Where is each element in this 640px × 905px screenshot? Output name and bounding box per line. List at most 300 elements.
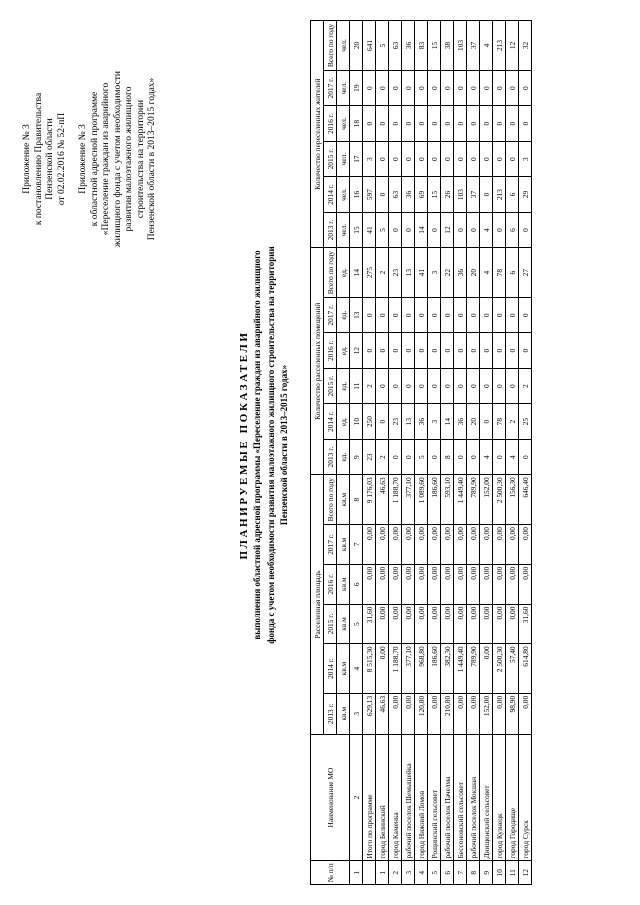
value-cell: 36 <box>454 248 467 298</box>
value-cell: 0 <box>480 70 493 105</box>
value-cell: 250 <box>363 404 376 439</box>
value-cell: 0,00 <box>480 604 493 644</box>
column-number: 7 <box>350 525 363 565</box>
value-cell: 210,80 <box>441 693 454 734</box>
column-number: 12 <box>350 333 363 368</box>
appendix-line: Приложение № 3 <box>22 124 32 194</box>
row-number: 9 <box>480 861 493 885</box>
header-year: 2014 г. <box>324 404 337 439</box>
value-cell: 4 <box>506 439 519 474</box>
value-cell: 120,80 <box>415 693 428 734</box>
value-cell: 1 188,70 <box>389 644 402 693</box>
header-unit: ед. <box>337 439 350 474</box>
value-cell: 0 <box>441 70 454 105</box>
value-cell: 27 <box>519 248 532 298</box>
value-cell: 0 <box>467 106 480 141</box>
row-number: 12 <box>519 861 532 885</box>
value-cell: 641 <box>363 21 376 71</box>
value-cell: 0 <box>402 368 415 403</box>
column-number: 8 <box>350 475 363 525</box>
value-cell: 0,00 <box>441 564 454 604</box>
value-cell: 2 <box>363 368 376 403</box>
value-cell: 0 <box>389 70 402 105</box>
value-cell: 0,00 <box>467 564 480 604</box>
value-cell: 0,00 <box>506 604 519 644</box>
header-unit: чел. <box>337 21 350 71</box>
value-cell: 0 <box>480 297 493 332</box>
header-unit: кв.м <box>337 475 350 525</box>
value-cell: 0 <box>428 297 441 332</box>
header-area-group: Расселенная площадь <box>311 475 324 734</box>
value-cell: 23 <box>389 248 402 298</box>
value-cell: 0 <box>389 141 402 176</box>
value-cell: 0,00 <box>441 525 454 565</box>
column-number: 11 <box>350 368 363 403</box>
value-cell: 0 <box>506 141 519 176</box>
value-cell: 2 <box>519 368 532 403</box>
appendix-line: Пензенской области в 2013–2015 годах» <box>147 77 157 241</box>
value-cell: 103 <box>454 21 467 71</box>
value-cell: 789,90 <box>467 644 480 693</box>
value-cell: 0 <box>376 177 389 212</box>
row-number: 5 <box>428 861 441 885</box>
title-sub-line: Пензенской области в 2013–2015 годах» <box>279 364 289 526</box>
value-cell: 0 <box>467 333 480 368</box>
value-cell: 3 <box>428 404 441 439</box>
appendix-line: Пензенской области <box>45 118 55 200</box>
value-cell: 0 <box>402 141 415 176</box>
value-cell: 36 <box>415 404 428 439</box>
value-cell: 0 <box>493 439 506 474</box>
value-cell: 0,00 <box>493 604 506 644</box>
value-cell: 0 <box>454 297 467 332</box>
municipality-name: город Белинский <box>376 734 389 861</box>
value-cell: 4 <box>480 21 493 71</box>
header-unit: чел. <box>337 141 350 176</box>
value-cell: 0 <box>493 212 506 247</box>
value-cell: 2 500,30 <box>493 644 506 693</box>
header-unit: ед. <box>337 368 350 403</box>
value-cell: 4 <box>480 439 493 474</box>
value-cell: 0 <box>519 439 532 474</box>
value-cell: 0 <box>480 141 493 176</box>
appendix-line: к областной адресной программе <box>89 91 100 227</box>
header-unit: кв.м <box>337 604 350 644</box>
column-number: 15 <box>350 212 363 247</box>
value-cell: 186,60 <box>428 475 441 525</box>
appendix-line: жилищного фонда с учетом необходимости <box>112 71 123 247</box>
table-row <box>467 21 480 885</box>
value-cell: 78 <box>493 248 506 298</box>
column-number: 19 <box>350 70 363 105</box>
value-cell: 0 <box>441 297 454 332</box>
value-cell: 0 <box>376 297 389 332</box>
header-total: Всего по году <box>324 475 337 525</box>
row-number: 1 <box>376 861 389 885</box>
value-cell: 0 <box>506 106 519 141</box>
value-cell: 382,30 <box>441 644 454 693</box>
value-cell: 0,00 <box>467 604 480 644</box>
value-cell: 0 <box>480 106 493 141</box>
value-cell: 0 <box>376 141 389 176</box>
value-cell: 0 <box>402 439 415 474</box>
value-cell: 0 <box>389 106 402 141</box>
value-cell: 0 <box>441 333 454 368</box>
value-cell: 0,00 <box>389 525 402 565</box>
value-cell: 0,00 <box>376 604 389 644</box>
value-cell: 0 <box>493 333 506 368</box>
column-number: 2 <box>350 734 363 861</box>
value-cell: 0 <box>506 333 519 368</box>
appendix-header <box>22 29 159 289</box>
value-cell: 0 <box>428 70 441 105</box>
value-cell: 5 <box>415 439 428 474</box>
value-cell: 597 <box>363 177 376 212</box>
value-cell: 0 <box>428 439 441 474</box>
header-no: № п/п <box>311 861 350 885</box>
table-row <box>363 21 376 885</box>
value-cell: 4 <box>480 212 493 247</box>
appendix-line: от 02.02.2016 № 52-пП <box>56 112 67 206</box>
header-unit: чел. <box>337 177 350 212</box>
value-cell: 377,10 <box>402 644 415 693</box>
value-cell: 0,00 <box>519 693 532 734</box>
value-cell: 3 <box>363 141 376 176</box>
row-number: 8 <box>467 861 480 885</box>
column-number: 18 <box>350 106 363 141</box>
value-cell: 377,10 <box>402 475 415 525</box>
value-cell: 12 <box>506 21 519 71</box>
value-cell: 20 <box>467 404 480 439</box>
municipality-name: город Нижний Ломов <box>415 734 428 861</box>
value-cell: 0 <box>454 439 467 474</box>
municipality-name: город Каменка <box>389 734 402 861</box>
value-cell: 0,00 <box>428 604 441 644</box>
column-number: 6 <box>350 564 363 604</box>
value-cell: 0,00 <box>415 525 428 565</box>
spacer <box>68 29 78 289</box>
header-unit: кв.м <box>337 644 350 693</box>
municipality-name: Итого по программе <box>363 734 376 861</box>
value-cell: 0 <box>402 212 415 247</box>
appendix-line: «Переселение граждан из аварийного <box>101 82 111 236</box>
value-cell: 0 <box>441 368 454 403</box>
value-cell: 0 <box>454 212 467 247</box>
document-title <box>238 185 291 705</box>
value-cell: 0 <box>389 439 402 474</box>
value-cell: 0,00 <box>402 564 415 604</box>
header-year: 2014 г. <box>324 177 337 212</box>
value-cell: 0 <box>376 333 389 368</box>
municipality-name: город Сурск <box>519 734 532 861</box>
column-number: 17 <box>350 141 363 176</box>
value-cell: 213 <box>493 177 506 212</box>
value-cell: 789,90 <box>467 475 480 525</box>
column-number: 3 <box>350 693 363 734</box>
table-row <box>415 21 428 885</box>
value-cell: 0,00 <box>389 564 402 604</box>
value-cell: 0 <box>454 333 467 368</box>
value-cell: 0 <box>402 70 415 105</box>
value-cell: 614,80 <box>519 644 532 693</box>
value-cell: 9 176,03 <box>363 475 376 525</box>
title-main: ПЛАНИРУЕМЫЕ ПОКАЗАТЕЛИ <box>238 330 250 560</box>
value-cell: 0 <box>454 70 467 105</box>
value-cell: 29 <box>519 177 532 212</box>
value-cell: 0 <box>428 141 441 176</box>
value-cell: 0 <box>415 106 428 141</box>
value-cell: 0 <box>480 404 493 439</box>
value-cell: 69 <box>415 177 428 212</box>
column-number: 4 <box>350 644 363 693</box>
header-year: 2016 г. <box>324 564 337 604</box>
row-number: 6 <box>441 861 454 885</box>
value-cell: 0,00 <box>376 525 389 565</box>
value-cell: 0,00 <box>506 525 519 565</box>
municipality-name: город Городище <box>506 734 519 861</box>
value-cell: 6 <box>506 212 519 247</box>
value-cell: 213 <box>493 21 506 71</box>
value-cell: 22 <box>441 248 454 298</box>
value-cell: 275 <box>363 248 376 298</box>
value-cell: 0 <box>363 333 376 368</box>
column-number: 1 <box>350 861 363 885</box>
value-cell: 41 <box>415 248 428 298</box>
value-cell: 38 <box>441 21 454 71</box>
header-year: 2016 г. <box>324 333 337 368</box>
value-cell: 37 <box>467 21 480 71</box>
value-cell: 14 <box>441 404 454 439</box>
column-number: 14 <box>350 248 363 298</box>
header-year: 2017 г. <box>324 297 337 332</box>
table-row <box>519 21 532 885</box>
value-cell: 0,00 <box>376 644 389 693</box>
value-cell: 0,00 <box>389 693 402 734</box>
value-cell: 0,00 <box>441 604 454 644</box>
header-unit: чел. <box>337 212 350 247</box>
value-cell: 0 <box>493 141 506 176</box>
value-cell: 0 <box>363 106 376 141</box>
header-total: Всего по году <box>324 248 337 298</box>
header-unit: кв.м <box>337 693 350 734</box>
value-cell: 36 <box>402 177 415 212</box>
header-unit: ед. <box>337 333 350 368</box>
value-cell: 0 <box>363 70 376 105</box>
value-cell: 0 <box>389 333 402 368</box>
value-cell: 23 <box>363 439 376 474</box>
table-row <box>402 21 415 885</box>
value-cell: 0 <box>402 106 415 141</box>
value-cell: 0 <box>441 106 454 141</box>
row-number <box>363 861 376 885</box>
appendix-line: развития малоэтажного жилищного <box>124 86 134 232</box>
value-cell: 0 <box>506 368 519 403</box>
value-cell: 0 <box>467 70 480 105</box>
column-number-row <box>350 21 363 885</box>
value-cell: 15 <box>428 21 441 71</box>
value-cell: 0 <box>467 439 480 474</box>
header-unit: кв.м <box>337 525 350 565</box>
municipality-name: город Кузнецк <box>493 734 506 861</box>
column-number: 16 <box>350 177 363 212</box>
table-row <box>480 21 493 885</box>
value-cell: 0,00 <box>506 564 519 604</box>
value-cell: 968,80 <box>415 644 428 693</box>
value-cell: 0,00 <box>480 564 493 604</box>
value-cell: 12 <box>441 212 454 247</box>
column-number: 5 <box>350 604 363 644</box>
row-number: 3 <box>402 861 415 885</box>
value-cell: 0,00 <box>454 564 467 604</box>
value-cell: 13 <box>402 404 415 439</box>
value-cell: 593,10 <box>441 475 454 525</box>
value-cell: 0 <box>389 368 402 403</box>
value-cell: 32 <box>519 21 532 71</box>
value-cell: 0 <box>428 333 441 368</box>
value-cell: 0 <box>454 368 467 403</box>
value-cell: 5 <box>376 21 389 71</box>
value-cell: 0,00 <box>402 693 415 734</box>
value-cell: 0 <box>467 212 480 247</box>
value-cell: 0 <box>519 212 532 247</box>
value-cell: 1 449,40 <box>454 644 467 693</box>
value-cell: 0 <box>415 297 428 332</box>
value-cell: 0,00 <box>493 693 506 734</box>
value-cell: 0 <box>402 333 415 368</box>
value-cell: 0,00 <box>428 564 441 604</box>
value-cell: 3 <box>519 141 532 176</box>
table-row <box>428 21 441 885</box>
row-number: 11 <box>506 861 519 885</box>
header-year: 2013 г. <box>324 212 337 247</box>
value-cell: 20 <box>467 248 480 298</box>
header-year: 2013 г. <box>324 439 337 474</box>
value-cell: 6 <box>506 177 519 212</box>
value-cell: 31,60 <box>363 604 376 644</box>
municipality-name: Днищенский сельсовет <box>480 734 493 861</box>
value-cell: 1 089,60 <box>415 475 428 525</box>
value-cell: 31,60 <box>519 604 532 644</box>
table-row <box>493 21 506 885</box>
column-number: 20 <box>350 21 363 71</box>
value-cell: 0 <box>428 106 441 141</box>
value-cell: 0,00 <box>480 644 493 693</box>
value-cell: 23 <box>389 404 402 439</box>
value-cell: 0,00 <box>493 564 506 604</box>
value-cell: 0 <box>376 404 389 439</box>
value-cell: 57,40 <box>506 644 519 693</box>
value-cell: 0,00 <box>402 525 415 565</box>
value-cell: 0 <box>493 106 506 141</box>
value-cell: 0 <box>415 368 428 403</box>
value-cell: 0 <box>519 106 532 141</box>
value-cell: 0,00 <box>493 525 506 565</box>
header-year: 2015 г. <box>324 141 337 176</box>
value-cell: 1 449,40 <box>454 475 467 525</box>
header-year: 2013 г. <box>324 693 337 734</box>
table-row <box>441 21 454 885</box>
header-year: 2017 г. <box>324 525 337 565</box>
value-cell: 0 <box>441 141 454 176</box>
value-cell: 0 <box>519 333 532 368</box>
value-cell: 5 <box>376 212 389 247</box>
municipality-name: рабочий поселок Шемышейка <box>402 734 415 861</box>
header-unit: чел. <box>337 106 350 141</box>
table-row <box>389 21 402 885</box>
value-cell: 0 <box>376 70 389 105</box>
value-cell: 0 <box>402 297 415 332</box>
table-row <box>454 21 467 885</box>
value-cell: 15 <box>428 177 441 212</box>
value-cell: 0,00 <box>402 604 415 644</box>
value-cell: 103 <box>454 177 467 212</box>
row-number: 7 <box>454 861 467 885</box>
value-cell: 0,00 <box>519 564 532 604</box>
indicators-table <box>310 20 532 885</box>
value-cell: 13 <box>402 248 415 298</box>
municipality-name: Рощинский сельсовет <box>428 734 441 861</box>
column-number: 10 <box>350 404 363 439</box>
value-cell: 0 <box>376 106 389 141</box>
header-unit: чел. <box>337 70 350 105</box>
title-sub-line: фонда с учетом необходимости развития малоэтажного жилищного строительства на территории <box>265 246 276 644</box>
value-cell: 98,90 <box>506 693 519 734</box>
value-cell: 0 <box>480 333 493 368</box>
value-cell: 629,13 <box>363 693 376 734</box>
value-cell: 0 <box>363 297 376 332</box>
value-cell: 1 188,70 <box>389 475 402 525</box>
value-cell: 152,00 <box>480 475 493 525</box>
header-year: 2015 г. <box>324 368 337 403</box>
value-cell: 2 500,30 <box>493 475 506 525</box>
value-cell: 0 <box>493 368 506 403</box>
appendix-line: строительства на территории <box>135 99 146 219</box>
value-cell: 0,00 <box>363 564 376 604</box>
value-cell: 0 <box>519 70 532 105</box>
header-people-group: Количество переселенных жителей <box>311 21 324 248</box>
column-number: 9 <box>350 439 363 474</box>
municipality-name: Бессоновский сельсовет <box>454 734 467 861</box>
value-cell: 0 <box>376 368 389 403</box>
row-number: 4 <box>415 861 428 885</box>
value-cell: 0 <box>389 297 402 332</box>
value-cell: 0,00 <box>467 525 480 565</box>
value-cell: 186,60 <box>428 644 441 693</box>
value-cell: 646,40 <box>519 475 532 525</box>
value-cell: 0 <box>415 70 428 105</box>
header-year: 2016 г. <box>324 106 337 141</box>
value-cell: 0 <box>493 70 506 105</box>
value-cell: 0,00 <box>428 525 441 565</box>
value-cell: 0 <box>415 333 428 368</box>
value-cell: 152,00 <box>480 693 493 734</box>
value-cell: 26 <box>441 177 454 212</box>
value-cell: 0,00 <box>415 604 428 644</box>
value-cell: 0,00 <box>467 693 480 734</box>
title-sub-line: выполнения областной адресной программы «Переселение граждан из аварийного жилищного <box>252 250 262 640</box>
header-unit: кв.м <box>337 564 350 604</box>
value-cell: 63 <box>389 21 402 71</box>
value-cell: 0,00 <box>428 693 441 734</box>
value-cell: 83 <box>415 21 428 71</box>
value-cell: 0,00 <box>454 693 467 734</box>
header-year: 2017 г. <box>324 70 337 105</box>
value-cell: 0 <box>493 297 506 332</box>
header-unit: ед. <box>337 404 350 439</box>
value-cell: 46,63 <box>376 475 389 525</box>
value-cell: 6 <box>506 248 519 298</box>
value-cell: 0 <box>428 212 441 247</box>
